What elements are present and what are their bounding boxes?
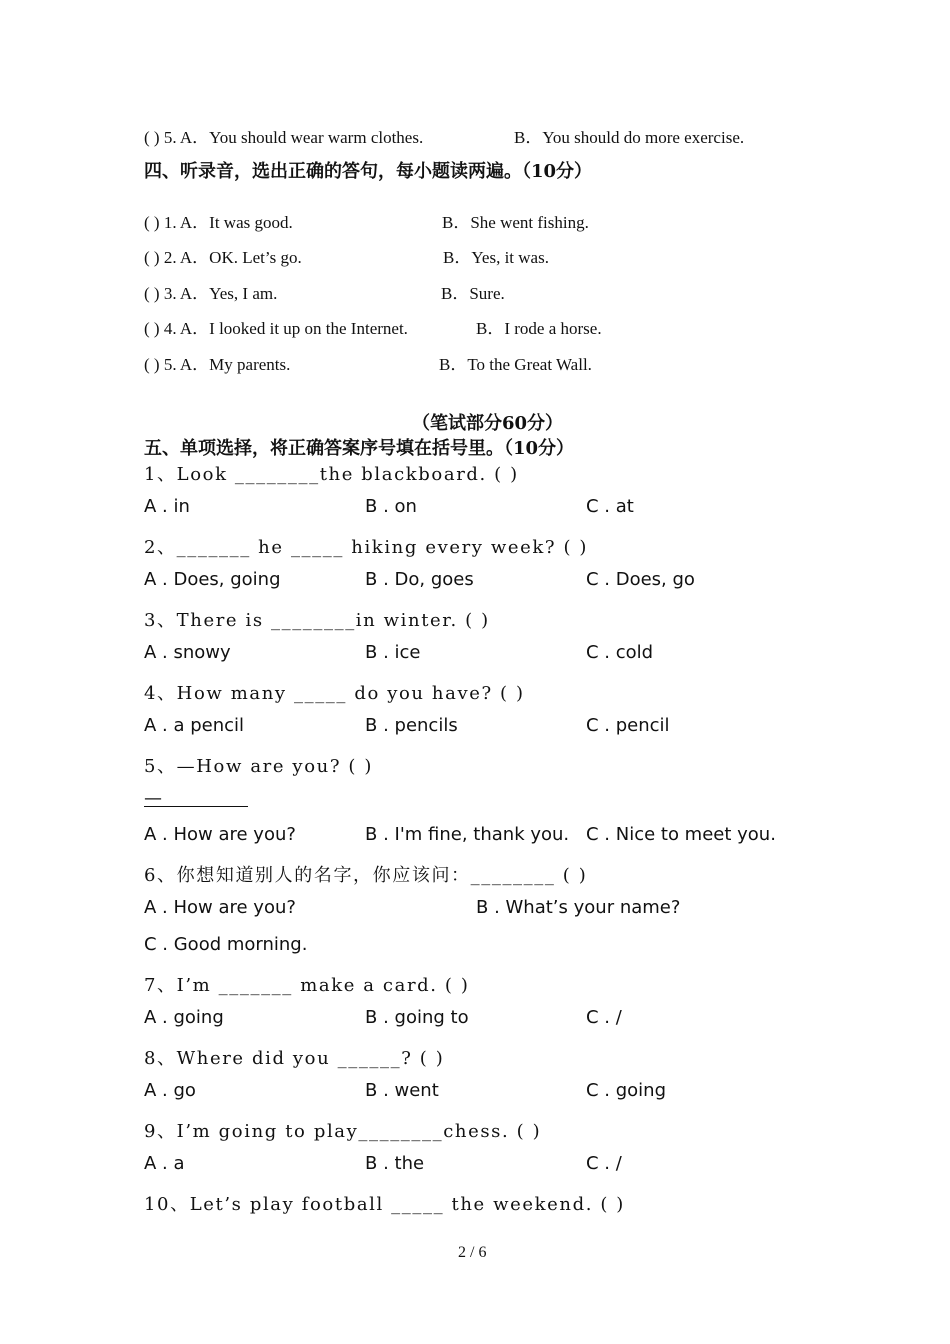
q7-option-a[interactable]: A . going [144, 1007, 224, 1028]
listening-q5-row [144, 123, 423, 148]
q4-option-b[interactable]: B . pencils [365, 715, 458, 736]
section5-heading: 五、单项选择，将正确答案序号填在括号里。（10分） [144, 438, 575, 459]
q3-option-a[interactable]: A . snowy [144, 642, 231, 663]
q9-option-c[interactable]: C . / [586, 1153, 622, 1174]
answer-bracket[interactable]: ( ) [144, 213, 160, 232]
question-number: 5. [163, 128, 177, 147]
answer-bracket[interactable]: ( ) [144, 284, 160, 303]
question-9: 9、I’m going to play________chess. ( ) [144, 1121, 542, 1142]
q1-option-b[interactable]: B . on [365, 496, 417, 517]
answer-bracket[interactable]: ( ) [144, 319, 160, 338]
q7-option-b[interactable]: B . going to [365, 1007, 469, 1028]
question-number: 5. [163, 355, 177, 374]
answer-bracket[interactable]: ( ) [144, 128, 160, 147]
question-number: 4. [163, 319, 177, 338]
question-8: 8、Where did you ______? ( ) [144, 1048, 445, 1069]
section4-item-3-option-b: B．Sure. [441, 284, 505, 303]
q9-option-a[interactable]: A . a [144, 1153, 185, 1174]
question-number: 2. [163, 248, 177, 267]
option-a: A．Yes, I am. [179, 284, 278, 303]
question-10: 10、Let’s play football _____ the weekend. ( ) [144, 1194, 625, 1215]
option-a: A．I looked it up on the Internet. [179, 319, 408, 338]
section4-item-1-option-b: B．She went fishing. [442, 213, 589, 232]
option-a: A．My parents. [179, 355, 291, 374]
answer-bracket[interactable]: ( ) [144, 355, 160, 374]
section4-item-5 [144, 350, 290, 375]
question-7: 7、I’m _______ make a card. ( ) [144, 975, 470, 996]
q5-response-dash: — [144, 788, 162, 809]
section4-heading: 四、听录音，选出正确的答句，每小题读两遍。（10分） [144, 161, 593, 182]
q3-option-c[interactable]: C . cold [586, 642, 654, 663]
option-a: A．You should wear warm clothes. [179, 128, 424, 147]
section4-item-4 [144, 314, 408, 339]
q5-option-c[interactable]: C . Nice to meet you. [586, 824, 776, 845]
question-3: 3、There is ________in winter. ( ) [144, 610, 490, 631]
question-4: 4、How many _____ do you have? ( ) [144, 683, 525, 704]
q5-option-a[interactable]: A . How are you? [144, 824, 296, 845]
question-6: 6、你想知道别人的名字，你应该问：________ ( ) [144, 865, 588, 886]
q2-option-c[interactable]: C . Does, go [586, 569, 695, 590]
answer-bracket[interactable]: ( ) [144, 248, 160, 267]
q4-option-c[interactable]: C . pencil [586, 715, 670, 736]
section4-item-1 [144, 208, 293, 233]
question-2: 2、_______ he _____ hiking every week? ( ) [144, 537, 589, 558]
q2-option-a[interactable]: A . Does, going [144, 569, 281, 590]
q2-option-b[interactable]: B . Do, goes [365, 569, 474, 590]
option-a: A．OK. Let’s go. [179, 248, 302, 267]
q6-option-a[interactable]: A . How are you? [144, 897, 296, 918]
listening-q5-option-b: B．You should do more exercise. [514, 128, 745, 147]
q5-answer-line[interactable] [144, 806, 248, 807]
question-1: 1、Look ________the blackboard. ( ) [144, 464, 519, 485]
question-number: 3. [163, 284, 177, 303]
section4-item-2 [144, 243, 302, 268]
question-5: 5、—How are you? ( ) [144, 756, 373, 777]
q6-option-c[interactable]: C . Good morning. [144, 934, 308, 955]
q1-option-c[interactable]: C . at [586, 496, 634, 517]
q4-option-a[interactable]: A . a pencil [144, 715, 245, 736]
section4-item-4-option-b: B．I rode a horse. [476, 319, 602, 338]
q1-option-a[interactable]: A . in [144, 496, 190, 517]
q7-option-c[interactable]: C . / [586, 1007, 622, 1028]
q5-option-b[interactable]: B . I'm fine, thank you. [365, 824, 570, 845]
written-part-title: （笔试部分60分） [412, 413, 564, 434]
q9-option-b[interactable]: B . the [365, 1153, 425, 1174]
q8-option-b[interactable]: B . went [365, 1080, 439, 1101]
q8-option-a[interactable]: A . go [144, 1080, 196, 1101]
option-a: A．It was good. [179, 213, 293, 232]
q3-option-b[interactable]: B . ice [365, 642, 421, 663]
section4-item-5-option-b: B．To the Great Wall. [439, 355, 592, 374]
q8-option-c[interactable]: C . going [586, 1080, 667, 1101]
page-number: 2 / 6 [458, 1244, 487, 1261]
question-number: 1. [163, 213, 177, 232]
section4-item-3 [144, 279, 277, 304]
section4-item-2-option-b: B．Yes, it was. [443, 248, 549, 267]
q6-option-b[interactable]: B . What’s your name? [476, 897, 681, 918]
